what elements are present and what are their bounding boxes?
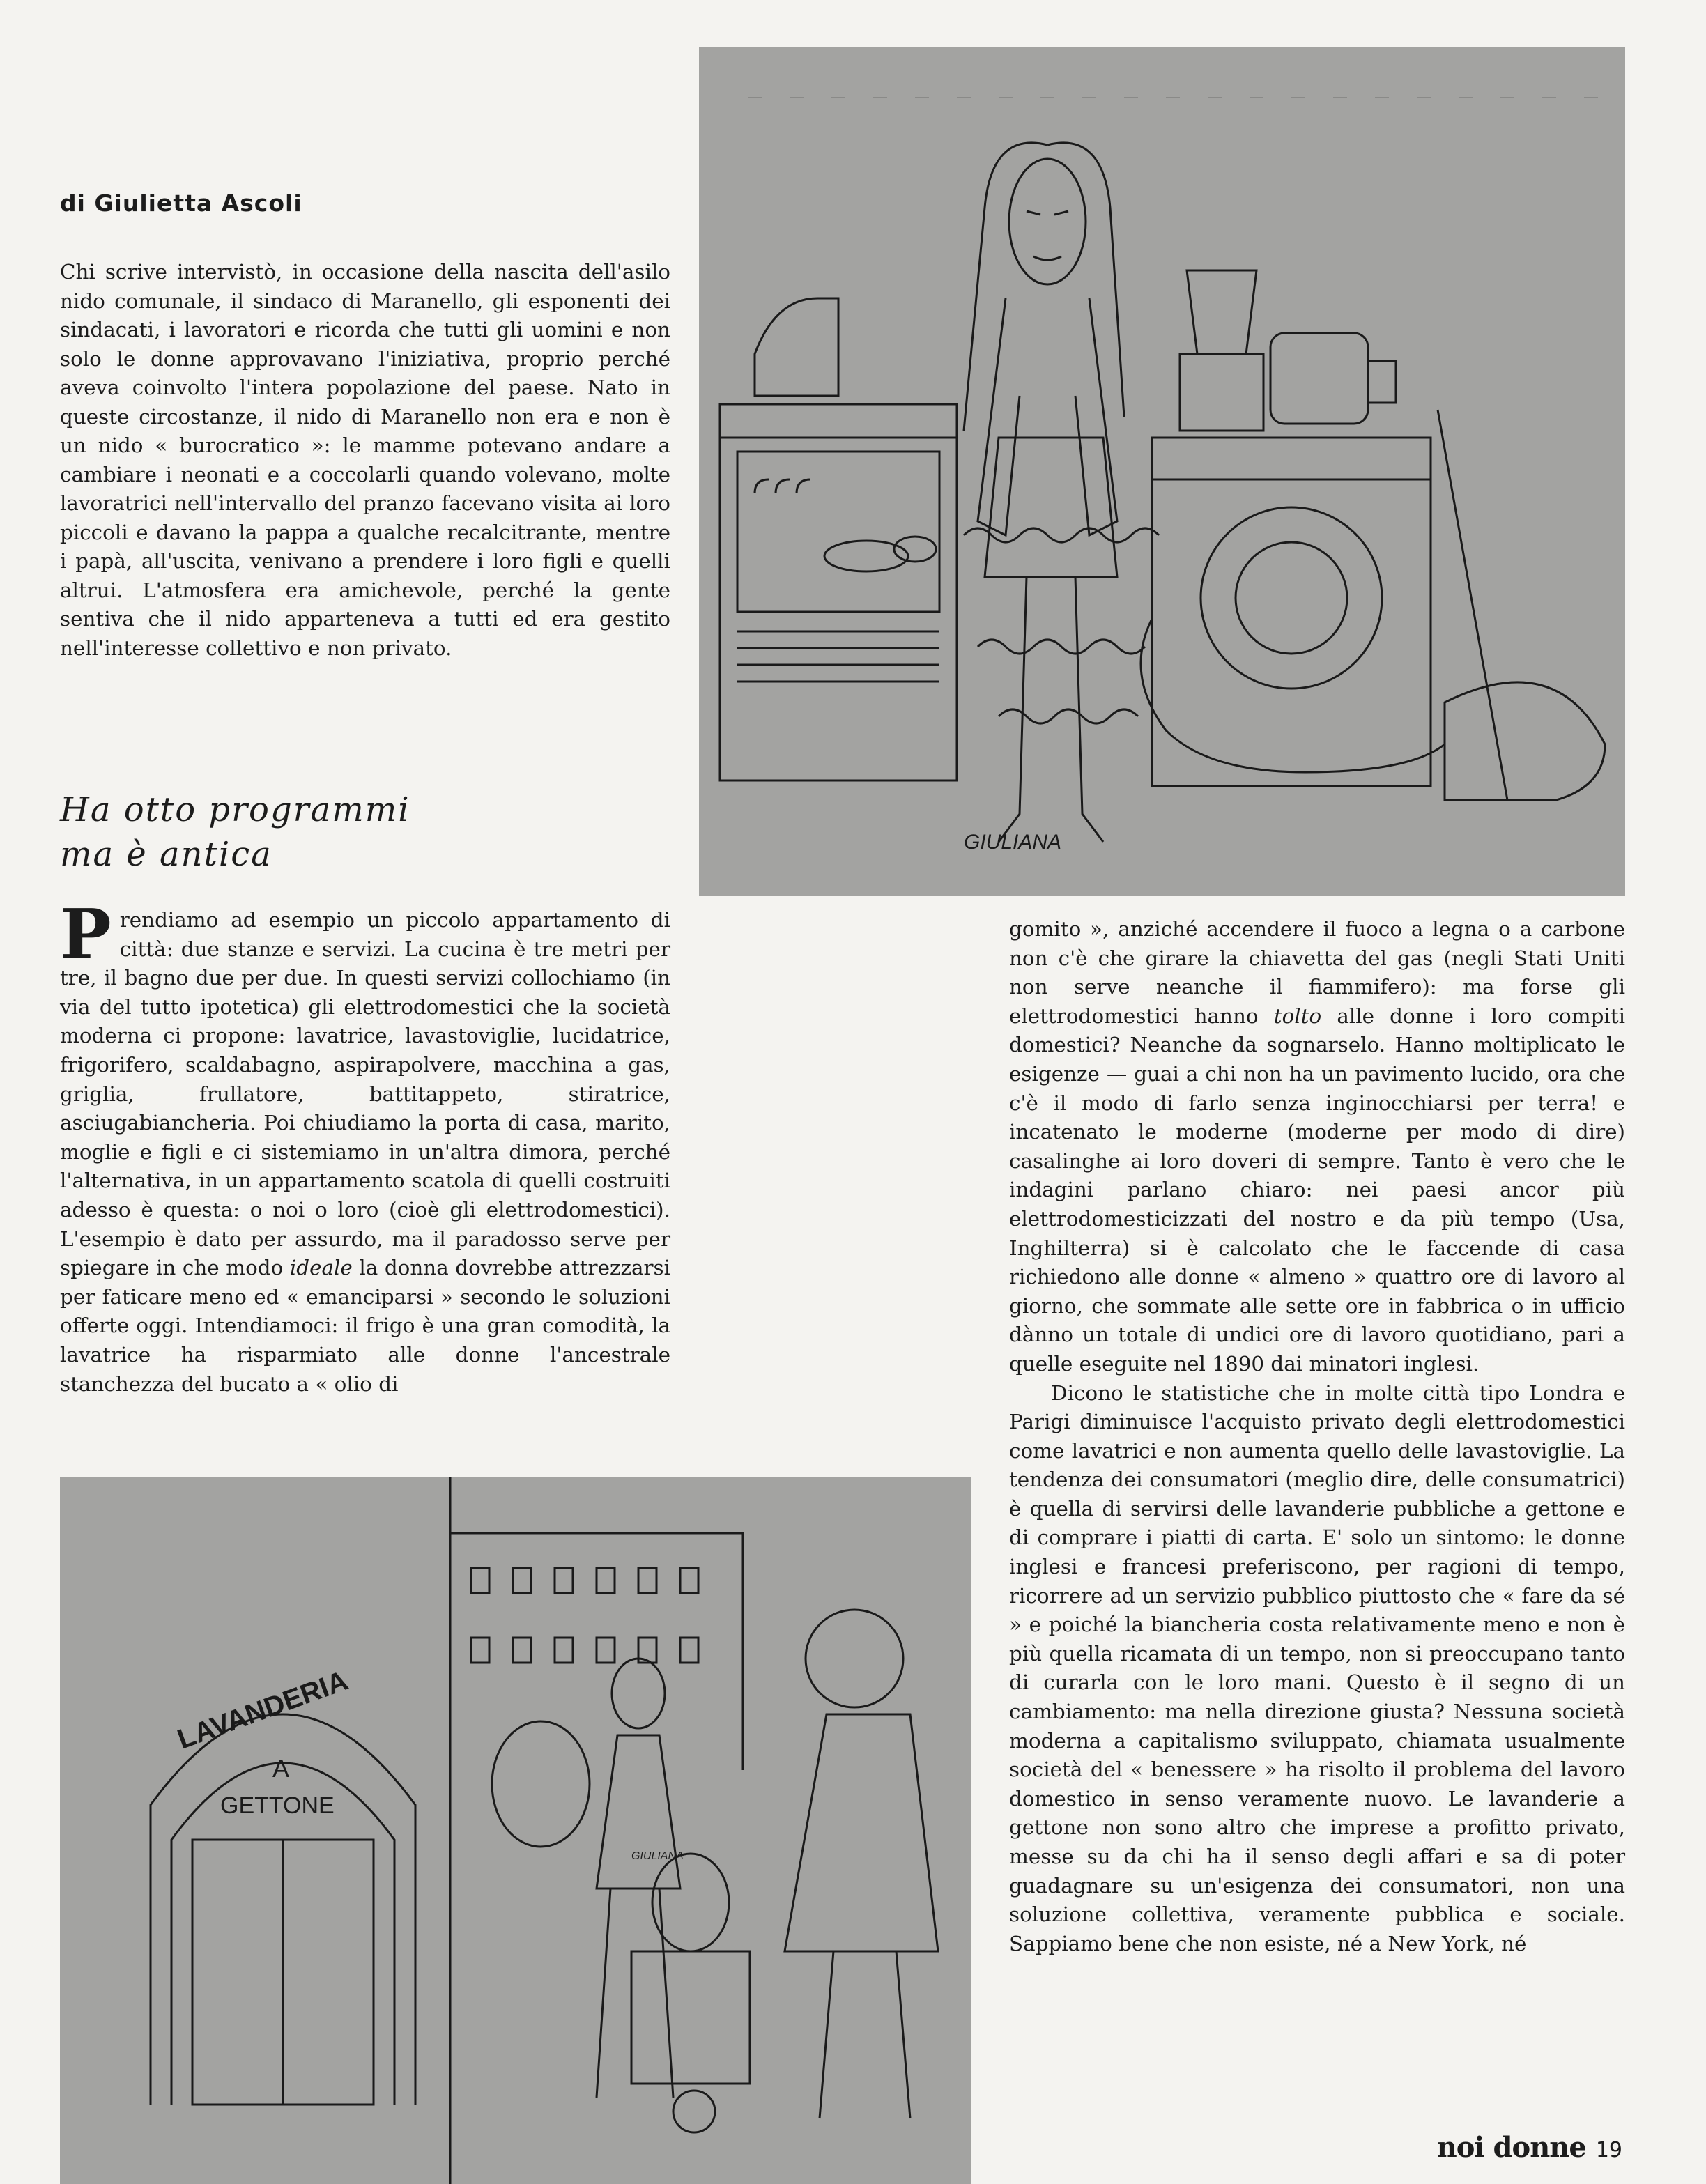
magazine-brand: noi donne [1436, 2131, 1586, 2164]
left-column-part1: rendiamo ad esempio un piccolo appartamento di città: due stanze e servizi. La cucina è tre metri per tre, il bagno due per due. In questi servizi collochiamo (in via del tutto ipotetica) gli elettrodomestici che la società moderna ci propone: lavatrice, lavastoviglie, lucidatrice, frigorifero, scaldabagno, aspirapolvere, macchina a gas, griglia, frullatore, battitappeto, stiratrice, asciugabiancheria. Poi chiudiamo la porta di casa, marito, moglie e figli e ci sistemiamo in un'altra dimora, perché l'alternativa, in un appartamento scatola di quelli costruiti adesso è questa: o noi o loro (cioè gli elettrodomestici). L'esempio è dato per assurdo, ma il paradosso serve per spiegare in che modo [60, 908, 670, 1280]
left-column-emphasis: ideale [289, 1256, 353, 1280]
laundromat-sign-word2: A [272, 1754, 290, 1783]
dishwasher-shape [720, 404, 957, 780]
subhead-line-2: ma è antica [60, 835, 272, 874]
blender-shape [1187, 270, 1257, 354]
vacuum-shape [1445, 682, 1605, 800]
right-p1-part1: gomito », anziché accendere il fuoco a legna o a carbone non c'è che girare la chiavetta del gas (negli Stati Uniti non serve neanche il fiammifero): ma forse gli elettrodomestici hanno [1009, 917, 1625, 1028]
illustration-laundromat [60, 1477, 971, 2184]
subhead-line-1: Ha otto programmi [60, 790, 410, 829]
iron-shape [755, 298, 838, 396]
top-cartoon-signature: GIULIANA [964, 831, 1062, 854]
laundry-bag-shape [492, 1721, 590, 1847]
right-column-paragraph-1 [1009, 915, 1625, 1379]
page-footer [1437, 2131, 1622, 2164]
shopping-cart-shape [631, 1951, 750, 2084]
washing-machine-shape [1152, 438, 1431, 786]
right-p1-part2: alle donne i loro compiti domestici? Neanche da sognarselo. Hanno moltiplicato le esigenze — guai a chi non ha un pavimento lucido, ora che c'è il modo di farlo senza inginocchiarsi per terra! e incatenato le moderne (moderne per modo di dire) casalinghe ai loro doveri di sempre. Tanto è vero che le indagini parlano chiaro: nei paesi ancor più elettrodomesticizzati del nostro e da più tempo (Usa, Inghilterra) si è calcolato che le faccende di casa richiedono alle donne « almeno » quattro ore di lavoro al giorno, che sommate alle sette ore in fabbrica o in ufficio dànno un totale di undici ore di lavoro quotidiano, pari a quelle eseguite nel 1890 dai minatori inglesi. [1009, 1003, 1626, 1376]
building-windows [471, 1568, 698, 1663]
laundromat-sign-word1: LAVANDERIA [174, 1665, 352, 1755]
bottom-cartoon-signature: GIULIANA [631, 1850, 684, 1862]
left-column-text [60, 895, 671, 1399]
intro-paragraph: Chi scrive intervistò, in occasione della nascita dell'asilo nido comunale, il sindaco di Maranello, gli esponenti dei sindacati, i lavoratori e ricorda che tutti gli uomini e non solo le donne approvavano l'iniziativa, proprio perché aveva coinvolto l'intera popolazione del paese. Nato in queste circostanze, il nido di Maranello non era e non è un nido « burocratico »: le mamme potevano andare a cambiare i neonati e a coccolarli quando volevano, molte lavoratrici nell'intervallo del pranzo facevano visita ai loro piccoli e davano la pappa a qualche recalcitrante, mentre i papà, all'uscita, venivano a prendere i loro figli e quelli altrui. L'atmosfera era amichevole, perché la gente sentiva che il nido apparteneva a tutti ed era gestito nell'interesse collettivo e non privato. [60, 260, 670, 660]
page-number: 19 [1595, 2138, 1622, 2162]
right-column-text [1009, 915, 1625, 1958]
subhead [60, 787, 548, 877]
laundromat-sign-word3: GETTONE [220, 1792, 335, 1819]
right-p1-emphasis: tolto [1273, 1003, 1322, 1028]
illustration-appliances [699, 47, 1625, 896]
left-column-part2: la donna dovrebbe attrezzarsi per faticare meno ed « emanciparsi » secondo le soluzioni offerte oggi. Intendiamoci: il frigo è una gran comodità, la lavatrice ha risparmiato alle donne l'ancestrale stanchezza del bucato a « olio di [60, 1256, 671, 1396]
byline: di Giulietta Ascoli [60, 190, 302, 217]
dropcap: P [60, 895, 112, 975]
right-column-paragraph-2: Dicono le statistiche che in molte città tipo Londra e Parigi diminuisce l'acquisto privato degli elettrodomestici come lavatrici e non aumenta quello delle lavastoviglie. La tendenza dei consumatori (meglio dire, delle consumatrici) è quella di servirsi delle lavanderie pubbliche a gettone e di comprare i piatti di carta. E' solo un sintomo: le donne inglesi e francesi preferiscono, per ragioni di tempo, ricorrere ad un servizio pubblico piuttosto che « fare da sé » e poiché la biancheria costa relativamente meno e non è più quella ricamata di un tempo, non si preoccupano tanto di curarla con le loro mani. Questo è il segno di un cambiamento: ma nella direzione giusta? Nessuna società moderna a capitalismo sviluppato, chiamata usualmente società del « benessere » ha risolto il problema del lavoro domestico in senso veramente nuovo. Le lavanderie a gettone non sono altro che imprese a profitto privato, messe su da chi ha il senso degli affari e sa di poter guadagnare su un'esigenza dei consumatori, non una soluzione collettiva, veramente pubblica e sociale. Sappiamo bene che non esiste, né a New York, né [1009, 1381, 1625, 1955]
